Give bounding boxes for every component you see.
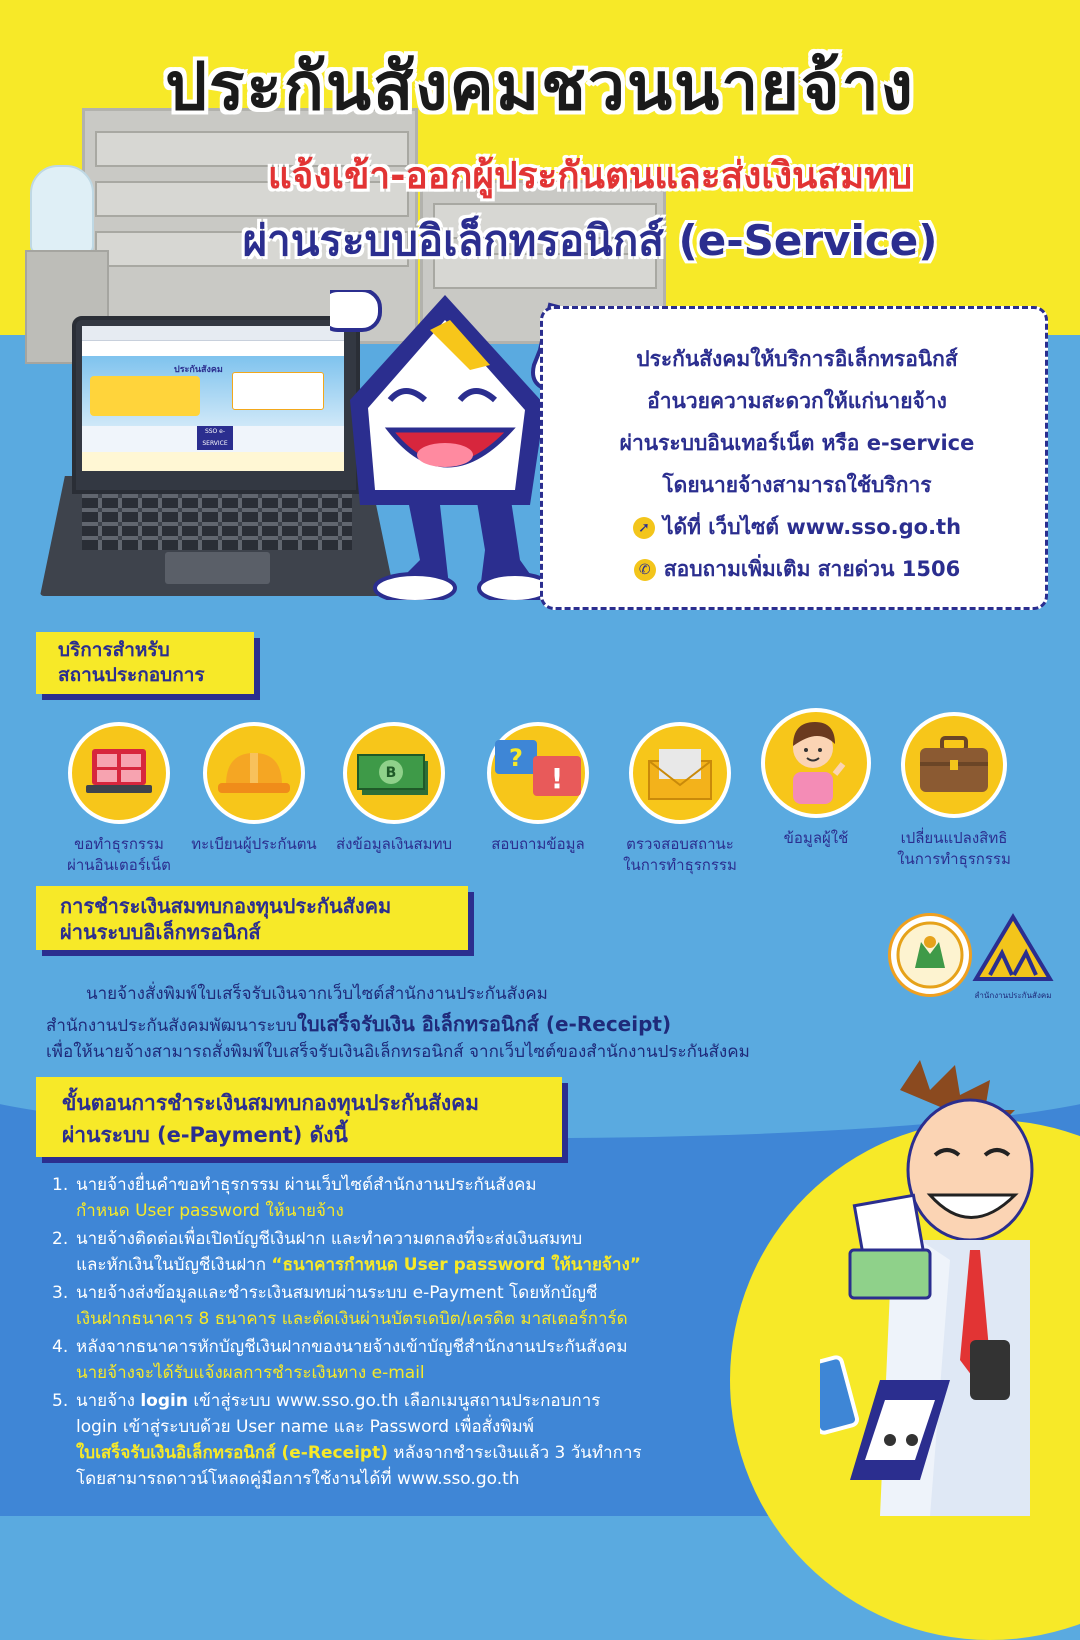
service-6-label: ข้อมูลผู้ใช้: [783, 829, 849, 847]
laptop-icon: [68, 722, 170, 824]
hardhat-icon: [203, 722, 305, 824]
page-subtitle-1: แจ้งเข้า-ออกผู้ประกันตนและส่งเงินสมทบ: [267, 154, 913, 197]
svg-text:?: ?: [509, 744, 523, 772]
briefcase-icon: [901, 712, 1007, 818]
info-line-3: ผ่านระบบอินเทอร์เน็ต หรือ e-service: [619, 431, 975, 455]
service-7-label-2: ในการทำธุรกรรม: [897, 850, 1011, 868]
laptop-screen-badge: SSO e-SERVICE: [197, 426, 233, 450]
step-3-line-1: นายจ้างส่งข้อมูลและชำระเงินสมทบผ่านระบบ e-Payment โดยหักบัญชี: [76, 1283, 598, 1303]
step-5-login-bold: login: [140, 1391, 188, 1411]
step-1-number: 1.: [52, 1175, 69, 1195]
info-box: [540, 306, 1048, 610]
service-change-rights[interactable]: [884, 712, 1024, 870]
question-icon: [487, 722, 589, 824]
service-3-label: ส่งข้อมูลเงินสมทบ: [336, 835, 452, 853]
phone-icon: ✆: [634, 559, 656, 581]
laptop-screen-logo: ประกันสังคม: [174, 365, 223, 375]
service-check-status[interactable]: [610, 722, 750, 876]
step-2-line-2-prefix: และหักเงินในบัญชีเงินฝาก: [76, 1255, 272, 1275]
money-icon: [343, 722, 445, 824]
payment-label: [36, 886, 468, 950]
info-line-1: ประกันสังคมให้บริการอิเล็กทรอนิกส์: [636, 347, 958, 371]
envelope-icon: [629, 722, 731, 824]
website-line: [543, 511, 1051, 544]
step-4-line-2: นายจ้างจะได้รับแจ้งผลการชำระเงินทาง e-mail: [76, 1363, 425, 1383]
mascot-character: [330, 290, 560, 530]
water-bottle: [30, 165, 94, 254]
website-link[interactable]: ได้ที่ เว็บไซต์ www.sso.go.th: [662, 515, 962, 539]
steps-label-line-2: ผ่านระบบ (e-Payment) ดังนี้: [62, 1123, 348, 1147]
info-line-2: อำนวยความสะดวกให้แก่นายจ้าง: [647, 389, 947, 413]
page-subtitle-2: ผ่านระบบอิเล็กทรอนิกส์ (e-Service): [242, 216, 938, 265]
payment-paragraph-1: นายจ้างสั่งพิมพ์ใบเสร็จรับเงินจากเว็บไซต์สำนักงานประกันสังคม: [86, 984, 548, 1004]
steps-label-line-1: ขั้นตอนการชำระเงินสมทบกองทุนประกันสังคม: [62, 1091, 480, 1115]
hotline-text: สอบถามเพิ่มเติม สายด่วน 1506: [663, 557, 961, 581]
service-user-info[interactable]: [746, 708, 886, 849]
step-4-line-1: หลังจากธนาคารหักบัญชีเงินฝากของนายจ้างเข้าบัญชีสำนักงานประกันสังคม: [76, 1337, 628, 1357]
step-1: [52, 1172, 752, 1224]
user-icon: [761, 708, 871, 818]
step-3: [52, 1280, 752, 1332]
steps-label: [36, 1077, 562, 1157]
e-receipt-highlight: ใบเสร็จรับเงิน อิเล็กทรอนิกส์ (e-Receipt): [297, 1012, 672, 1036]
sso-logo-caption: สำนักงานประกันสังคม: [974, 991, 1052, 1000]
payment-paragraph-2-prefix: สำนักงานประกันสังคมพัฒนาระบบ: [46, 1016, 298, 1036]
service-1-label-2: ผ่านอินเตอร์เน็ต: [67, 856, 171, 874]
step-5-line-2: login เข้าสู่ระบบด้วย User name และ Password เพื่อสั่งพิมพ์: [76, 1417, 534, 1437]
payment-paragraph-3: เพื่อให้นายจ้างสามารถสั่งพิมพ์ใบเสร็จรับเงินอิเล็กทรอนิกส์ จากเว็บไซต์ของสำนักงานประกันสังคม: [46, 1042, 750, 1062]
laptop-trackpad: [165, 552, 270, 584]
services-label: [36, 632, 254, 694]
payment-paragraph-2: [46, 1008, 671, 1040]
service-1-label-1: ขอทำธุรกรรม: [74, 835, 164, 853]
service-7-label-1: เปลี่ยนแปลงสิทธิ: [900, 829, 1008, 847]
step-5-line-1-suffix: เข้าสู่ระบบ www.sso.go.th เลือกเมนูสถานประกอบการ: [187, 1391, 601, 1411]
service-4-label: สอบถามข้อมูล: [491, 835, 585, 853]
step-5-number: 5.: [52, 1391, 69, 1411]
step-4-number: 4.: [52, 1337, 69, 1357]
arrow-icon: ➚: [633, 517, 655, 539]
step-5-line-1-prefix: นายจ้าง: [76, 1391, 141, 1411]
step-2-number: 2.: [52, 1229, 69, 1249]
service-inquiry[interactable]: [468, 722, 608, 855]
step-1-line-2: กำหนด User password ให้นายจ้าง: [76, 1201, 344, 1221]
service-internet-transaction[interactable]: [49, 722, 189, 876]
services-label-line-1: บริการสำหรับ: [58, 639, 170, 661]
info-line-4: โดยนายจ้างสามารถใช้บริการ: [662, 473, 932, 497]
laptop-keyboard: [82, 490, 352, 550]
step-2-line-1: นายจ้างติดต่อเพื่อเปิดบัญชีเงินฝาก และทำความตกลงที่จะส่งเงินสมทบ: [76, 1229, 583, 1249]
step-5-line-3-highlight: ใบเสร็จรับเงินอิเล็กทรอนิกส์ (e-Receipt): [76, 1443, 388, 1463]
svg-text:!: !: [550, 762, 564, 795]
laptop-display: [82, 326, 344, 471]
payment-label-line-1: การชำระเงินสมทบกองทุนประกันสังคม: [60, 894, 392, 918]
service-insured-registry[interactable]: [184, 722, 324, 855]
office-man-character: [820, 1060, 1080, 1516]
step-3-number: 3.: [52, 1283, 69, 1303]
svg-text:B: B: [385, 765, 397, 781]
step-5: [52, 1388, 752, 1492]
step-5-line-4: โดยสามารถดาวน์โหลดคู่มือการใช้งานได้ที่ www.sso.go.th: [76, 1469, 520, 1489]
government-seal-logo: [888, 913, 972, 997]
service-5-label-1: ตรวจสอบสถานะ: [626, 835, 734, 853]
hotline-line: [543, 553, 1051, 586]
services-label-line-2: สถานประกอบการ: [58, 664, 205, 686]
sso-logo: [972, 913, 1054, 1003]
step-2-line-2-highlight: “ธนาคารกำหนด User password ให้นายจ้าง”: [271, 1255, 641, 1275]
page-title: ประกันสังคมชวนนายจ้าง: [165, 48, 915, 125]
service-5-label-2: ในการทำธุรกรรม: [623, 856, 737, 874]
payment-label-line-2: ผ่านระบบอิเล็กทรอนิกส์: [60, 920, 261, 944]
step-4: [52, 1334, 752, 1386]
service-2-label: ทะเบียนผู้ประกันตน: [191, 835, 317, 853]
step-5-line-3-suffix: หลังจากชำระเงินแล้ว 3 วันทำการ: [388, 1443, 642, 1463]
step-1-line-1: นายจ้างยื่นคำขอทำธุรกรรม ผ่านเว็บไซต์สำนักงานประกันสังคม: [76, 1175, 537, 1195]
step-3-line-2: เงินฝากธนาคาร 8 ธนาคาร และตัดเงินผ่านบัตรเดบิต/เครดิต มาสเตอร์การ์ด: [76, 1309, 628, 1329]
step-2: [52, 1226, 752, 1278]
service-send-contribution[interactable]: [324, 722, 464, 855]
